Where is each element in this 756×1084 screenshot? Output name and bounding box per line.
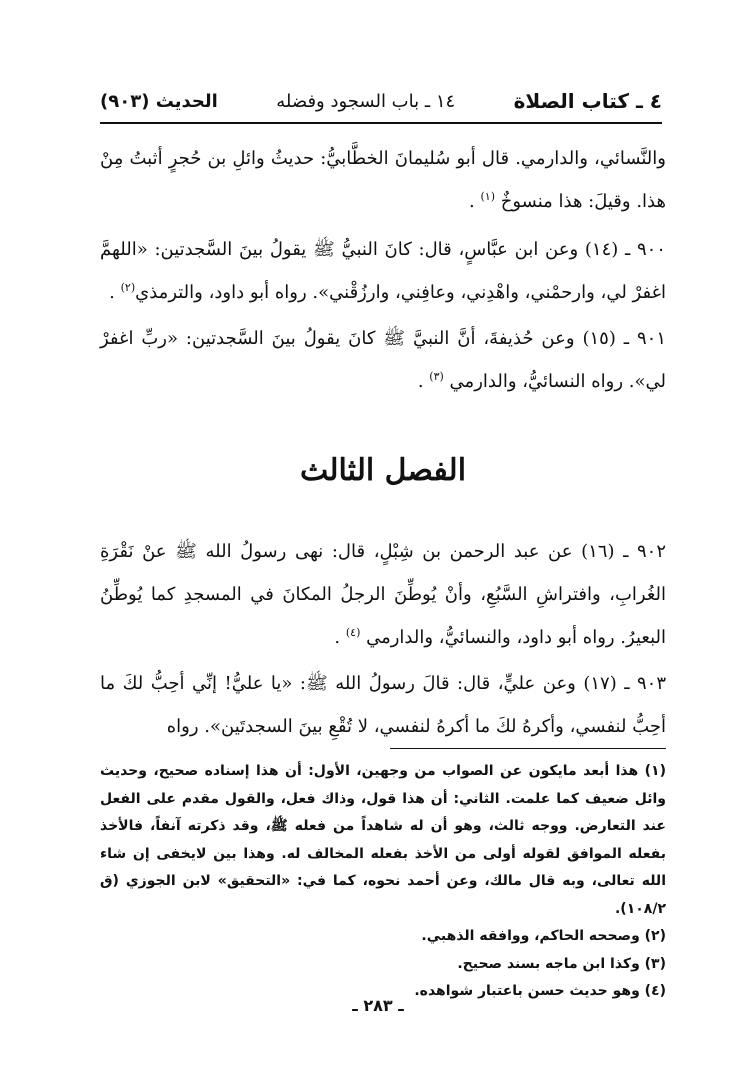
- header-rule: [100, 122, 662, 124]
- footnote-2: (٢) وصححه الحاكم، ووافقه الذهبي.: [421, 928, 666, 944]
- footnote-rule: [390, 748, 666, 749]
- paragraph-text: ٩٠٢ ـ (١٦) عن عبد الرحمن بن شِبْلٍ، قال: نهى رسولُ الله ﷺ عنْ نَقْرَةِ الغُرابِ، وافتراشِ السَّبُعِ، وأنْ يُوطِّنَ الرجلُ المكانَ في المسجدِ كما يُوطِّنُ البعيرُ. رواه أبو داود، والنسائيُّ، والدارمي: [100, 541, 667, 648]
- book-title: ٤ ـ كتاب الصلاة: [513, 89, 662, 113]
- hadith-903: [100, 662, 666, 748]
- footnote-1: (١) هذا أبعد مايكون عن الصواب من وجهين، الأول: أن هذا إسناده صحيح، وحديث وائل ضعيف كما علمت. الثاني: أن هذا قول، وذاك فعل، والقول مقدم على الفعل عند التعارض. ووجه ثالث، وهو أن له شاهداً من فعله ﷺ، وقد ذكرته آنفاً، فالأخذ بفعله الموافق لقوله أولى من الأخذ بفعله المخالف له. وهذا بين لايخفى إن شاء الله تعالى، وبه قال مالك، وعن أحمد نحوه، كما في: «التحقيق» لابن الجوزي (ق ١٠٨/٢).: [100, 763, 666, 917]
- hadith-900: [100, 228, 666, 314]
- paragraph-text: ٩٠٣ ـ (١٧) وعن عليٍّ، قال: قالَ رسولُ الله ﷺ: «يا عليُّ! إنِّي أحِبُّ لكَ ما أحِبُّ لنفسي، وأكرهُ لكَ ما أكرهُ لنفسي، لا تُقْعِ بينَ السجدتَين». رواه: [100, 673, 666, 737]
- paragraph-text: ٩٠١ ـ (١٥) وعن حُذيفةَ، أنَّ النبيَّ ﷺ كانَ يقولُ بينَ السَّجدتين: «ربِّ اغفرْ لي». رواه النسائيُّ، والدارمي: [100, 328, 666, 392]
- footnote-4: (٤) وهو حديث حسن باعتبار شواهده.: [414, 983, 666, 999]
- chapter-title: ١٤ ـ باب السجود وفضله: [276, 90, 456, 112]
- paragraph-end: .: [417, 371, 424, 392]
- footnote-3: (٣) وكذا ابن ماجه بسند صحيح.: [457, 955, 666, 972]
- paragraph-end: .: [109, 282, 115, 303]
- hadith-901: [100, 317, 666, 403]
- page-number: ـ ٢٨٣ ـ: [352, 996, 404, 1015]
- running-header: [100, 84, 662, 118]
- footnote-ref: (٢): [120, 281, 136, 294]
- paragraph-end: .: [469, 191, 475, 212]
- hadith-number: الحديث (٩٠٣): [100, 90, 218, 112]
- footnote-ref: (١): [480, 190, 496, 203]
- paragraph-text: ٩٠٠ ـ (١٤) وعن ابن عبَّاسٍ، قال: كانَ النبيُّ ﷺ يقولُ بينَ السَّجدتين: «اللهمَّ اغفرْ لي، وارحمْني، واهْدِني، وعافِني، وارزُقْني». رواه أبو داود، والترمذي: [100, 239, 666, 303]
- footnotes: [100, 758, 666, 1006]
- footnote-ref: (٤): [345, 626, 361, 639]
- hadith-902: [100, 530, 666, 659]
- paragraph-continuation: [100, 137, 666, 223]
- section-title: الفصل الثالث: [299, 453, 467, 488]
- paragraph-text: والنَّسائي، والدارمي. قال أبو سُليمانَ الخطَّابيُّ: حديثُ وائلِ بن حُجرٍ أثبتُ مِنْ هذا. وقيلَ: هذا منسوخٌ: [100, 148, 666, 212]
- paragraph-end: .: [334, 627, 341, 648]
- footnote-ref: (٣): [429, 370, 444, 383]
